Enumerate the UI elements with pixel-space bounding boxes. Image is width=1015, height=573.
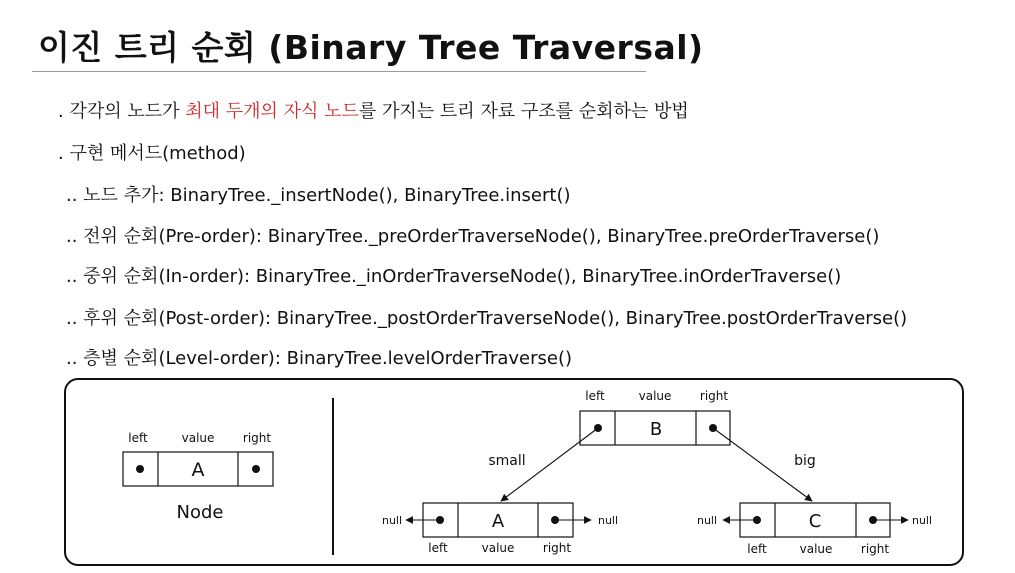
- method-insert: .. 노드 추가: BinaryTree._insertNode(), BinaryTree.insert(): [66, 185, 571, 206]
- node-value-label: value: [181, 431, 215, 445]
- c-left-null: null: [696, 514, 718, 527]
- a-left-label: left: [428, 541, 448, 555]
- c-left-label: left: [747, 542, 767, 556]
- root-right-label: right: [699, 389, 729, 403]
- method-postorder: .. 후위 순회(Post-order): BinaryTree._postOrderTraverseNode(), BinaryTree.postOrderTraverse(): [66, 308, 908, 329]
- left-child-value: A: [491, 511, 505, 532]
- c-right-label: right: [860, 542, 890, 556]
- a-right-label: right: [542, 541, 572, 555]
- root-node-value: B: [649, 419, 663, 440]
- single-node-value: A: [191, 459, 205, 481]
- c-value-label: value: [799, 542, 833, 556]
- node-left-label: left: [128, 431, 148, 445]
- root-left-label: left: [585, 389, 605, 403]
- definition-prefix: . 각각의 노드가: [58, 101, 186, 122]
- page-title: 이진 트리 순회 (Binary Tree Traversal): [38, 28, 704, 67]
- a-left-null: null: [381, 514, 403, 527]
- single-node-caption: Node: [176, 502, 224, 523]
- c-right-null: null: [911, 514, 933, 527]
- definition-suffix: 를 가지는 트리 자료 구조를 순회하는 방법: [358, 101, 689, 122]
- method-inorder: .. 중위 순회(In-order): BinaryTree._inOrderTraverseNode(), BinaryTree.inOrderTraverse(): [66, 266, 842, 287]
- big-edge-label: big: [794, 453, 816, 469]
- root-value-label: value: [638, 389, 672, 403]
- left-pointer-dot: [136, 465, 144, 473]
- a-right-null: null: [597, 514, 619, 527]
- definition-highlight: 최대 두개의 자식 노드: [185, 101, 359, 122]
- right-pointer-dot: [252, 465, 260, 473]
- right-child-value: C: [808, 511, 822, 532]
- methods-heading: . 구현 메서드(method): [58, 143, 246, 164]
- a-value-label: value: [481, 541, 515, 555]
- small-edge-label: small: [488, 453, 526, 469]
- method-preorder: .. 전위 순회(Pre-order): BinaryTree._preOrderTraverseNode(), BinaryTree.preOrderTraverse(): [66, 226, 880, 247]
- node-right-label: right: [242, 431, 272, 445]
- method-levelorder: .. 층별 순회(Level-order): BinaryTree.levelOrderTraverse(): [66, 348, 573, 369]
